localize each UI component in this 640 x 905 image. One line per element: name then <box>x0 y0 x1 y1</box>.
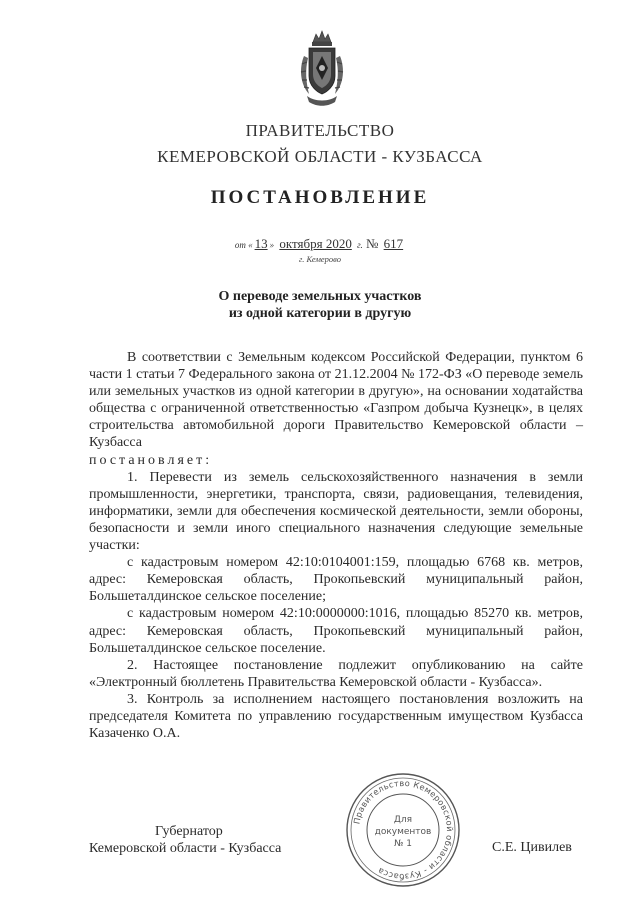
org-name-line2: КЕМЕРОВСКОЙ ОБЛАСТИ - КУЗБАССА <box>157 147 483 166</box>
position-line2: Кемеровской области - Кузбасса <box>89 841 282 856</box>
item-3-paragraph: 3. Контроль за исполнением настоящего постановления возложить на председателя Комитета по управлению государственным имуществом Кузбасса Казаченко О.А. <box>89 691 583 742</box>
svg-text:Для: Для <box>393 815 413 825</box>
subject-line1: О переводе земельных участков <box>218 289 422 304</box>
date-month-year: октября 2020 <box>279 236 352 251</box>
doc-number-label: № <box>365 236 379 251</box>
date-year-suffix: г. <box>357 240 363 250</box>
decides-word: постановляет: <box>89 452 213 468</box>
decree-subject <box>0 288 640 322</box>
org-name-line1: ПРАВИТЕЛЬСТВО <box>245 121 395 140</box>
coat-of-arms-emblem <box>297 28 347 110</box>
intro-paragraph: В соответствии с Земельным кодексом Российской Федерации, пунктом 6 части 1 статьи 7 Федерального закона от 21.12.2004 № 172-ФЗ «О переводе земель или земельных участков из одной категории в другую», на основании ходатайства общества с ограниченной ответственностью «Газпром добыча Кузнецк», в целях строительства автомобильной дороги Правительство Кемеровской области – Кузбасса <box>89 350 583 451</box>
plot-1-paragraph: с кадастровым номером 42:10:0104001:159, площадью 6768 кв. метров, адрес: Кемеровская область, Прокопьевский муниципальный район, Большеталдинское сельское поселение; <box>89 555 583 605</box>
subject-line2: из одной категории в другую <box>228 306 412 321</box>
decree-body <box>89 349 583 742</box>
signatory-position <box>89 823 281 857</box>
item-2-paragraph: 2. Настоящее постановление подлежит опубликованию на сайте «Электронный бюллетень Правительства Кемеровской области - Кузбасса». <box>89 657 583 690</box>
official-stamp <box>343 770 463 890</box>
position-line1: Губернатор <box>155 824 223 839</box>
date-prefix: от « <box>234 240 253 250</box>
date-day-close: » <box>269 240 275 250</box>
svg-text:документов: документов <box>374 827 432 837</box>
doc-number: 617 <box>383 236 404 251</box>
date-day: 13 <box>254 236 268 251</box>
item-1-paragraph: 1. Перевести из земель сельскохозяйственного назначения в земли промышленности, энергетики, транспорта, связи, радиовещания, телевидения, информатики, земли для обеспечения космической деятельности, земли обороны, безопасности и земли иного специального назначения следующие земельные участки: <box>89 469 583 554</box>
city-name: г. Кемерово <box>299 254 341 264</box>
svg-text:№ 1: № 1 <box>394 839 412 849</box>
date-number-line <box>0 236 640 252</box>
document-type-title: ПОСТАНОВЛЕНИЕ <box>210 187 430 208</box>
plot-2-paragraph: с кадастровым номером 42:10:0000000:1016, площадью 85270 кв. метров, адрес: Кемеровская область, Прокопьевский муниципальный район, Большеталдинское сельское поселение. <box>89 606 583 656</box>
signatory-name: С.Е. Цивилев <box>492 840 572 855</box>
svg-text:Правительство Кемеровской обла: Правительство Кемеровской области - Кузбасса <box>351 777 456 883</box>
